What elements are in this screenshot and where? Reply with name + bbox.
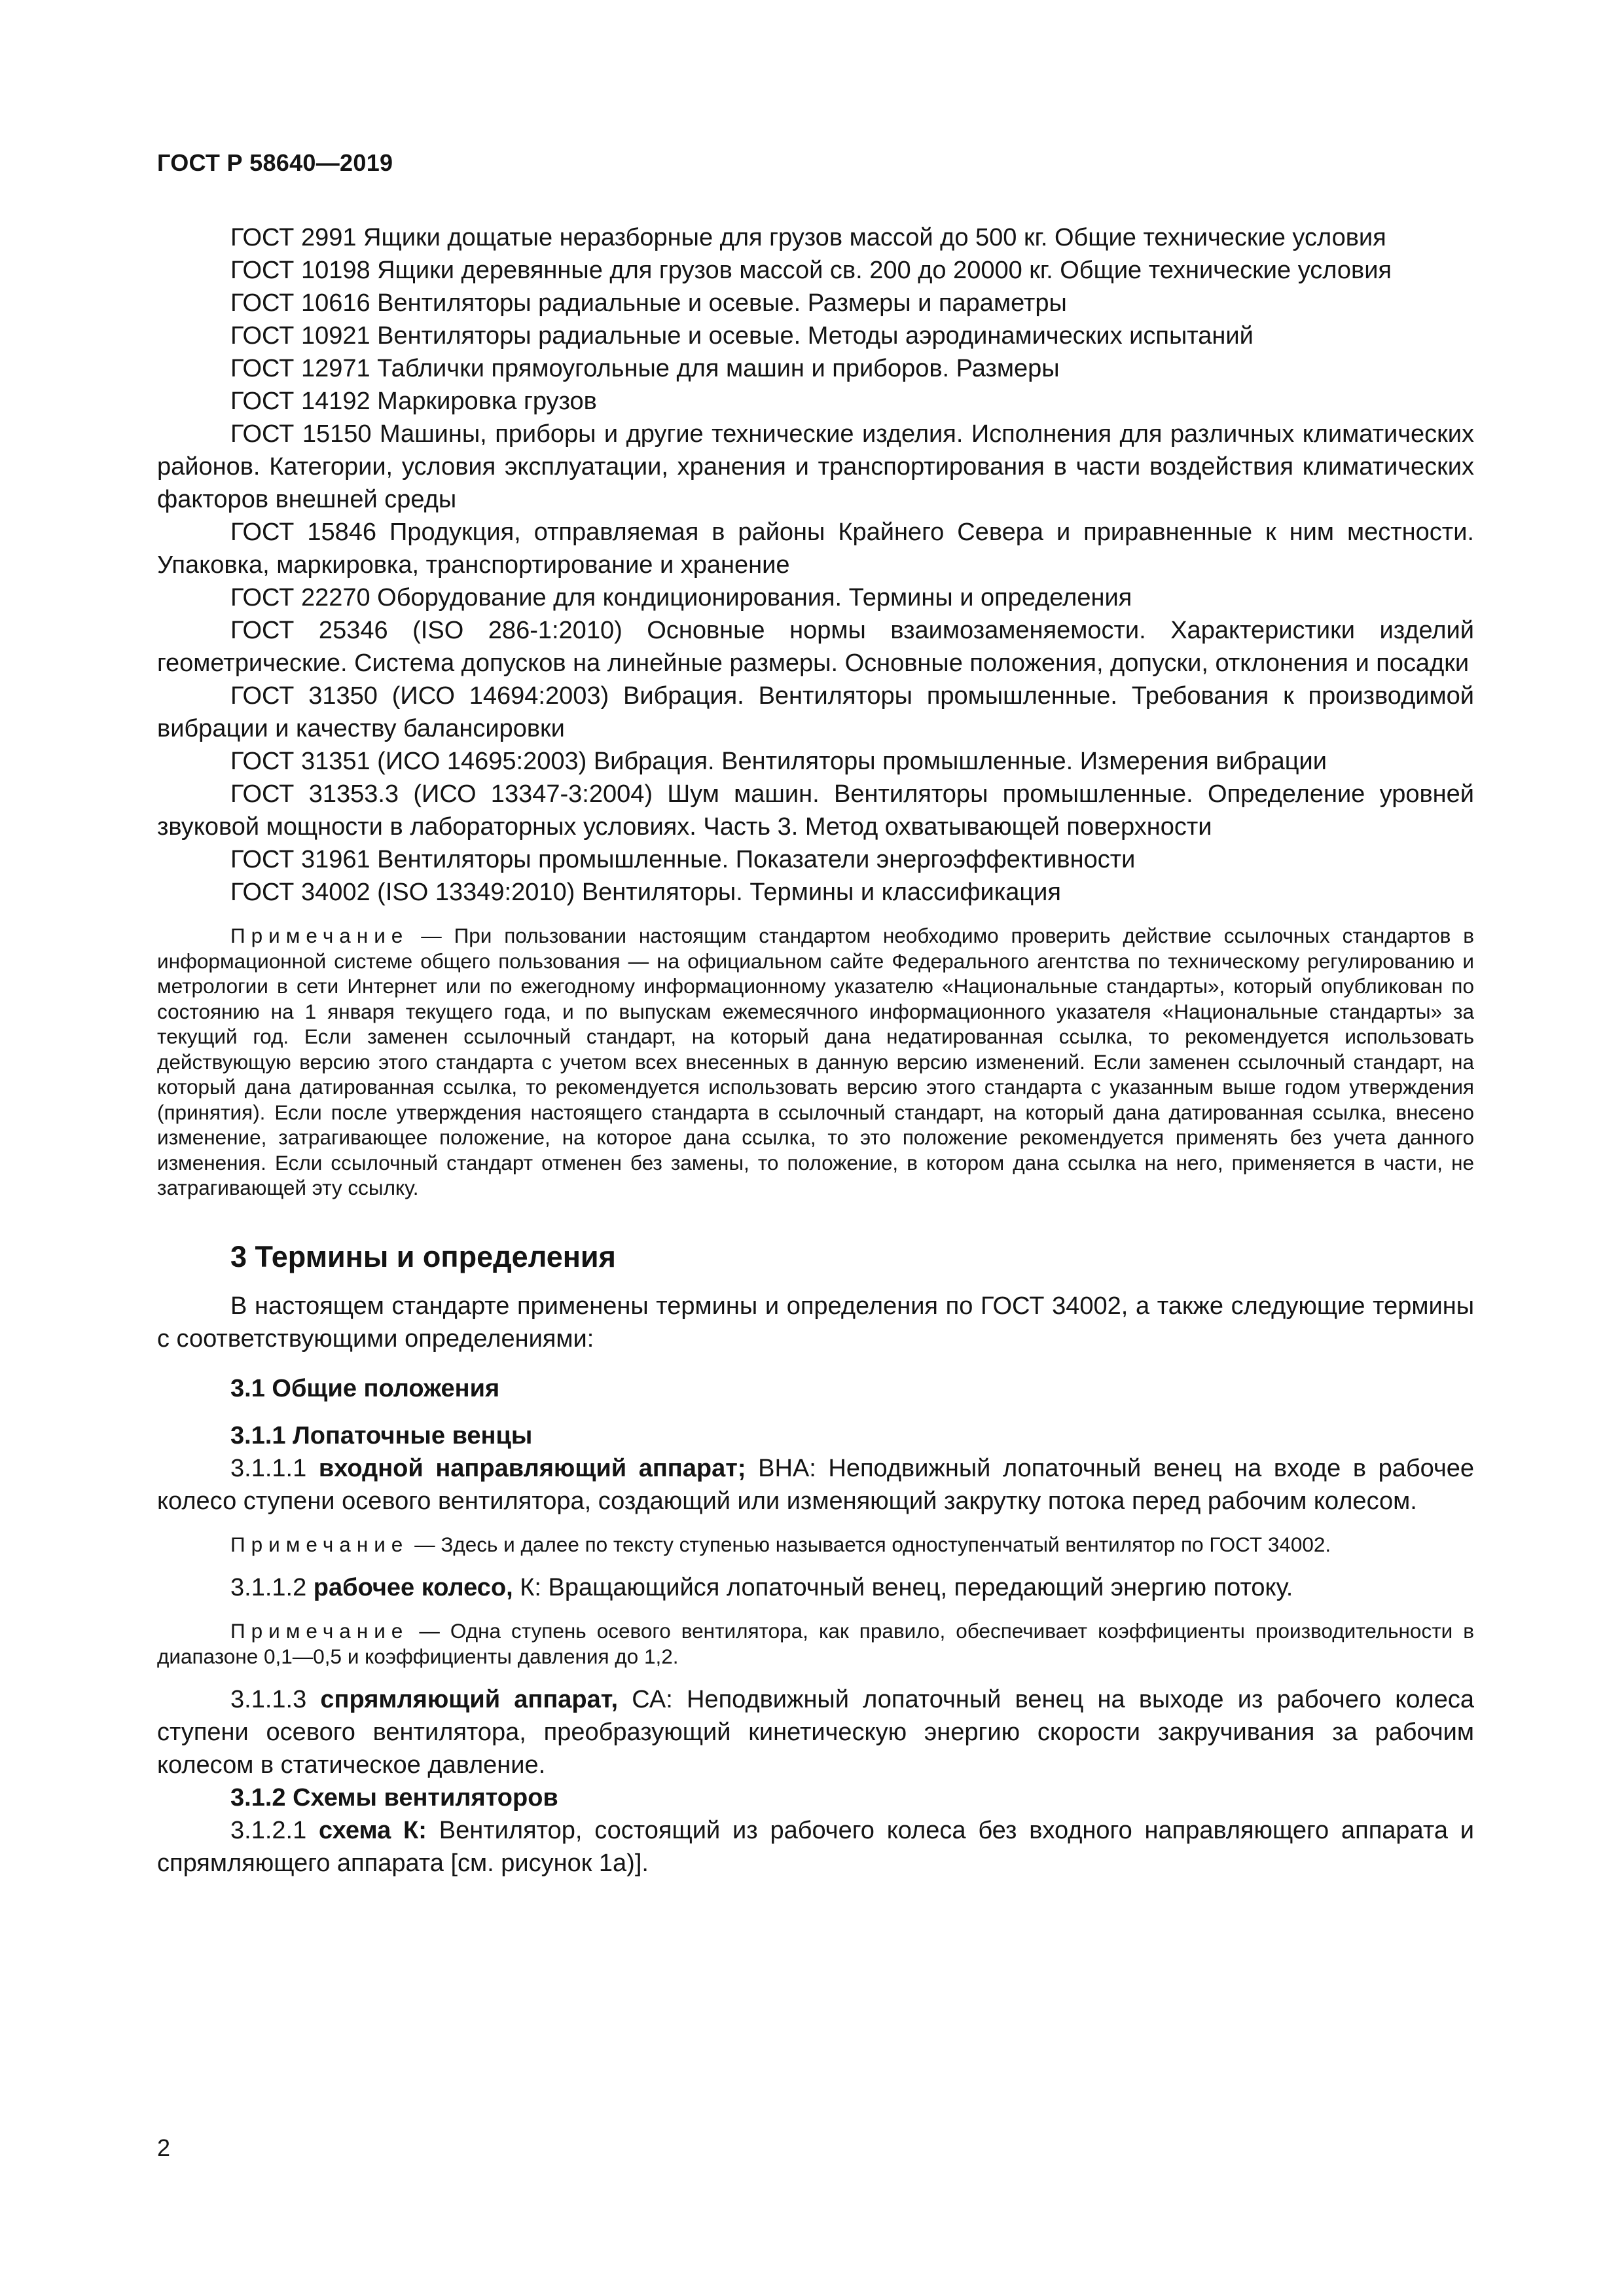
term-number: 3.1.1.1 [230, 1454, 307, 1482]
reference-item: ГОСТ 10921 Вентиляторы радиальные и осевые. Методы аэродинамических испытаний [230, 322, 1254, 350]
reference-item: ГОСТ 15846 Продукция, отправляемая в районы Крайнего Севера и приравненные к ним местности. Упаковка, маркировка, транспортирование и хранение [157, 519, 1474, 579]
term-text: Вентилятор, состоящий из рабочего колеса без входного направляющего аппарата и спрямляющего аппарата [см. рисунок 1а)]. [157, 1817, 1475, 1877]
term-note [157, 1618, 1474, 1669]
references-note [157, 923, 1474, 1201]
subsection-title: 3.1.2 Схемы вентиляторов [230, 1784, 558, 1812]
note-text: — Одна ступень осевого вентилятора, как правило, обеспечивает коэффициенты производительности в диапазоне 0,1—0,5 и коэффициенты давления до 1,2. [157, 1619, 1474, 1668]
reference-item: ГОСТ 31350 (ИСО 14694:2003) Вибрация. Вентиляторы промышленные. Требования к производимой вибрации и качеству балансировки [157, 682, 1474, 742]
term-number: 3.1.1.2 [230, 1574, 307, 1601]
subsection-title: 3.1 Общие положения [230, 1374, 500, 1402]
note-text: — При пользовании настоящим стандартом необходимо проверить действие ссылочных стандартов в информационной системе общего пользования — на официальном сайте Федерального агентства по техническому регулированию и метрологии в сети Интернет или по ежегодному информационному указателю «Национальные стандарты», который опубликован по состоянию на 1 января текущего года, и по выпускам ежемесячного информационного указателя «Национальные стандарты» за текущий год. Если заменен ссылочный стандарт, на который дана недатированная ссылка, то рекомендуется использовать действующую версию этого стандарта с учетом всех внесенных в данную версию изменений. Если заменен ссылочный стандарт, на который дана датированная ссылка, то рекомендуется использовать версию этого стандарта с указанным выше годом утверждения (принятия). Если после утверждения настоящего стандарта в ссылочный стандарт, на который дана датированная ссылка, внесено изменение, затрагивающее положение, на которое дана ссылка, то это положение рекомендуется применять без учета данного изменения. Если ссылочный стандарт отменен без замены, то положение, в котором дана ссылка на него, применяется в части, не затрагивающей эту ссылку. [157, 924, 1474, 1199]
term-text: К: Вращающийся лопаточный венец, передающий энергию потоку. [520, 1574, 1293, 1601]
term-name: рабочее колесо, [313, 1574, 513, 1601]
term-definition [157, 1571, 1474, 1604]
term-number: 3.1.1.3 [230, 1686, 307, 1713]
reference-item: ГОСТ 10616 Вентиляторы радиальные и осевые. Размеры и параметры [230, 289, 1067, 317]
reference-item: ГОСТ 25346 (ISO 286-1:2010) Основные нормы взаимозаменяемости. Характеристики изделий геометрические. Система допусков на линейные размеры. Основные положения, допуски, отклонения и посадки [157, 617, 1474, 677]
section-title: 3 Термины и определения [230, 1239, 616, 1273]
term-definition [157, 1452, 1474, 1518]
term-definition [157, 1683, 1474, 1781]
reference-item: ГОСТ 2991 Ящики дощатые неразборные для грузов массой до 500 кг. Общие технические условия [230, 224, 1386, 251]
term-note [157, 1532, 1474, 1558]
note-label: Примечание [230, 924, 409, 947]
reference-item: ГОСТ 22270 Оборудование для кондиционирования. Термины и определения [230, 584, 1132, 611]
reference-item: ГОСТ 10198 Ящики деревянные для грузов массой св. 200 до 20000 кг. Общие технические условия [230, 257, 1392, 284]
reference-item: ГОСТ 34002 (ISO 13349:2010) Вентиляторы. Термины и классификация [230, 879, 1061, 906]
term-name: схема К: [319, 1817, 427, 1844]
document-number-header: ГОСТ Р 58640—2019 [157, 149, 393, 176]
reference-item: ГОСТ 31353.3 (ИСО 13347-3:2004) Шум машин. Вентиляторы промышленные. Определение уровней звуковой мощности в лабораторных условиях. Часть 3. Метод охватывающей поверхности [157, 780, 1474, 841]
term-name: спрямляющий аппарат, [320, 1686, 619, 1713]
subsection-title: 3.1.1 Лопаточные венцы [230, 1421, 533, 1449]
page-content [157, 221, 1474, 1880]
page-number: 2 [157, 2134, 171, 2161]
reference-item: ГОСТ 31961 Вентиляторы промышленные. Показатели энергоэффективности [230, 846, 1136, 873]
term-text: ВНА: Неподвижный лопаточный венец на входе в рабочее колесо ступени осевого вентилятора, создающий или изменяющий закрутку потока перед рабочим колесом. [157, 1454, 1475, 1515]
note-label: Примечание [230, 1532, 409, 1556]
term-number: 3.1.2.1 [230, 1817, 307, 1844]
normative-references-list [157, 221, 1474, 909]
reference-item: ГОСТ 31351 (ИСО 14695:2003) Вибрация. Вентиляторы промышленные. Измерения вибрации [230, 748, 1327, 775]
section-intro: В настоящем стандарте применены термины и определения по ГОСТ 34002, а также следующие термины с соответствующими определениями: [157, 1292, 1474, 1353]
term-name: входной направляющий аппарат; [318, 1454, 746, 1482]
note-text: — Здесь и далее по тексту ступенью называется одноступенчатый вентилятор по ГОСТ 34002. [414, 1532, 1331, 1556]
reference-item: ГОСТ 14192 Маркировка грузов [230, 388, 597, 415]
term-definition [157, 1814, 1474, 1880]
note-label: Примечание [230, 1619, 409, 1643]
reference-item: ГОСТ 15150 Машины, приборы и другие технические изделия. Исполнения для различных климатических районов. Категории, условия эксплуатации, хранения и транспортирования в части воздействия климатических факторов внешней среды [157, 420, 1474, 513]
reference-item: ГОСТ 12971 Таблички прямоугольные для машин и приборов. Размеры [230, 355, 1060, 382]
term-text: СА: Неподвижный лопаточный венец на выходе из рабочего колеса ступени осевого вентилятора, преобразующий кинетическую энергию скорости закручивания за рабочим колесом в статическое давление. [157, 1686, 1474, 1779]
